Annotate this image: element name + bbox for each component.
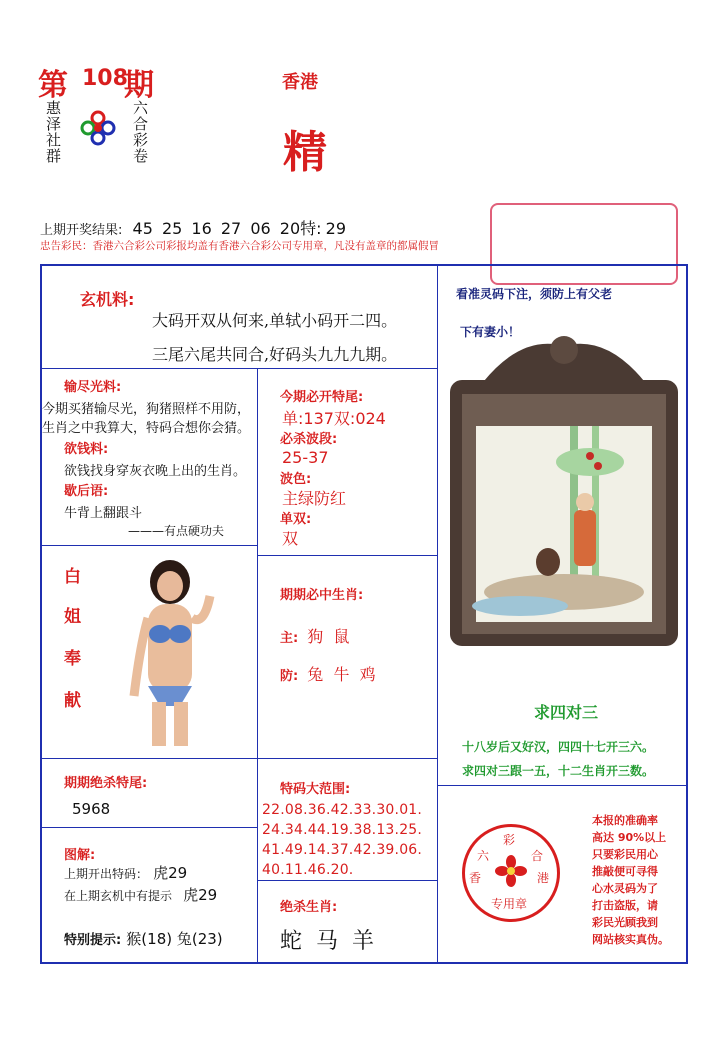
tujie-special-label: 特别提示:: [64, 933, 122, 948]
parity-label: 单双:: [280, 512, 312, 527]
model-photo: [118, 556, 222, 746]
accuracy-line-2: 高达 90%以上: [592, 831, 667, 844]
xuanji-line2: 三尾六尾共同合,好码头九九九期。: [152, 345, 398, 364]
wave-label: 必杀波段:: [280, 432, 338, 447]
jueshasx-value: 蛇 马 羊: [280, 929, 374, 954]
left-vertical-text: 惠泽社群: [46, 99, 62, 165]
accuracy-line-7: 彩民光顾我到: [592, 916, 658, 929]
results-numbers: 45 25 16 27 06 20: [132, 219, 301, 238]
color-label: 波色:: [280, 472, 312, 487]
results-special-label: 特:: [300, 219, 322, 238]
stamp-left1: 六: [477, 849, 490, 863]
accuracy-line-3: 只要彩民用心: [592, 848, 658, 861]
yuqian-text: 欲钱找身穿灰衣晚上出的生肖。: [64, 464, 247, 479]
zodiac-main: [280, 624, 349, 647]
tujie-row1-label: 上期开出特码：: [64, 867, 149, 881]
stamp-left2: 香: [469, 871, 482, 885]
xiehouyu-label: 歇后语:: [64, 484, 109, 499]
color-value: 主绿防红: [282, 489, 347, 508]
tujie-special-value: 猴(18) 兔(23): [126, 930, 223, 948]
jing-title: 精: [283, 127, 327, 178]
tujie-special: [64, 928, 223, 949]
verse-2: 求四对三跟一五，十二生肖开三数。: [462, 764, 655, 778]
flower-icon: [495, 855, 527, 887]
verse-1: 十八岁后又好汉，四四十七开三六。: [462, 740, 655, 754]
notice-text: 忠告彩民：香港六合彩公司彩报均盖有香港六合彩公司专用章，凡没有盖章的都属假冒: [40, 240, 439, 252]
results-special: 29: [325, 219, 347, 238]
qiusi-title: 求四对三: [534, 703, 599, 722]
xuanji-title: 玄机料:: [80, 290, 135, 309]
range-row-2: 24.34.44.19.38.13.25.: [262, 822, 423, 838]
accuracy-line-5: 心水灵码为了: [592, 882, 658, 895]
jueshatail-label: 期期绝杀特尾:: [64, 776, 148, 791]
rings-logo-icon: [78, 108, 118, 148]
baijie-2: 姐: [64, 607, 81, 627]
zodiac-guard-value: 兔 牛 鸡: [307, 665, 376, 684]
xiehouyu-answer: ———有点硬功夫: [128, 524, 225, 538]
accuracy-line-8: 网站核实真伪。: [592, 933, 669, 946]
stamp-right2: 港: [537, 871, 550, 885]
zodiac-main-value: 狗 鼠: [307, 627, 350, 646]
baijie-1: 白: [64, 567, 81, 587]
baijie-4: 献: [64, 691, 81, 711]
stamp-right1: 合: [531, 849, 544, 863]
zodiac-main-label: 主:: [280, 631, 299, 646]
issue-di: 第: [38, 68, 68, 103]
xiehouyu-text: 牛背上翻跟斗: [64, 506, 143, 521]
official-stamp: [462, 824, 560, 922]
shujin-text: 今期买猪输尽光，狗猪照样不用防，生肖之中我算大，特码合想你会猜。: [42, 402, 251, 436]
tail-value: 单:137双:024: [282, 409, 386, 428]
range-row-3: 41.49.14.37.42.39.06.: [262, 842, 423, 858]
right-line1: 看准灵码下注，须防上有父老: [456, 287, 613, 301]
xuanji-line1: 大码开双从何来,单轼小码开二四。: [152, 311, 398, 330]
accuracy-line-6: 打击盗版，请: [592, 899, 658, 912]
hk-title: 香港: [282, 72, 318, 93]
issue-qi: 期: [124, 68, 154, 103]
accuracy-text: [592, 812, 684, 948]
jueshatail-value: 5968: [72, 800, 111, 818]
tujie-row2: [64, 884, 217, 905]
accuracy-line-1: 本报的准确率: [592, 814, 658, 827]
range-row-1: 22.08.36.42.33.30.01.: [262, 802, 423, 818]
jueshasx-label: 绝杀生肖:: [280, 900, 338, 915]
zodiac-guard-label: 防:: [280, 669, 299, 684]
range-row-4: 40.11.46.20.: [262, 862, 354, 878]
right-vertical-text: 六合彩卷: [133, 99, 149, 165]
tujie-row2-label: 在上期玄机中有提示: [64, 889, 173, 903]
last-results: [40, 216, 346, 239]
accuracy-line-4: 推敲便可寻得: [592, 865, 658, 878]
tujie-row1-value: 虎29: [153, 864, 188, 882]
stamp-top: 彩: [503, 833, 516, 847]
parity-value: 双: [282, 529, 299, 548]
tujie-label: 图解:: [64, 848, 96, 863]
tail-label: 今期必开特尾:: [280, 390, 364, 405]
issue-number: 108: [82, 66, 128, 91]
tujie-row1: [64, 862, 187, 883]
results-label: 上期开奖结果:: [40, 223, 123, 238]
zodiac-guard: [280, 662, 376, 685]
baijie-3: 奉: [64, 649, 81, 669]
right-line2: 下有妻小！: [460, 325, 521, 339]
wave-value: 25-37: [282, 448, 329, 467]
yuqian-label: 欲钱料:: [64, 442, 109, 457]
stamp-bottom: 专用章: [491, 897, 528, 911]
shujin-label: 输尽光料:: [64, 380, 122, 395]
framed-painting: [440, 330, 688, 654]
range-label: 特码大范围:: [280, 782, 351, 797]
zodiac-label: 期期必中生肖:: [280, 588, 364, 603]
tujie-row2-value: 虎29: [183, 886, 218, 904]
